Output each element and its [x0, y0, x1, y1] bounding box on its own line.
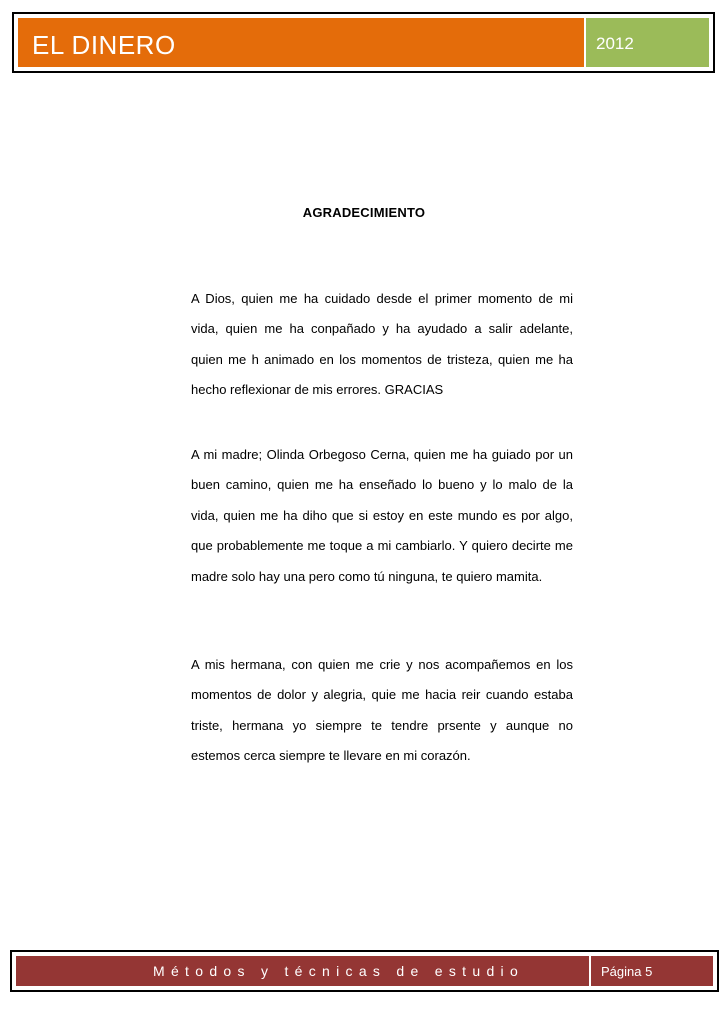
header-title-cell [18, 18, 586, 67]
paragraph-hermana: A mis hermana, con quien me crie y nos acompañemos en los momentos de dolor y alegria, quie me hacia reir cuando estaba triste, hermana yo siempre te tendre prsente y aunque no estemos cerca siempre te llevare en mi corazón. [191, 657, 573, 764]
footer-subject: Métodos y técnicas de estudio [153, 963, 525, 979]
header-year: 2012 [596, 34, 634, 53]
paragraph-madre: A mi madre; Olinda Orbegoso Cerna, quien me ha guiado por un buen camino, quien me ha enseñado lo bueno y lo malo de la vida, quien me ha diho que si estoy en este mundo es por algo, que probablemente me toque a mi cambiarlo. Y quiero decirte me madre solo hay una pero como tú ninguna, te quiero mamita. [191, 447, 573, 584]
page-number: Página 5 [601, 963, 653, 979]
header-title: EL DINERO [32, 30, 176, 60]
footer-subject-cell [16, 956, 591, 986]
paragraph-dios: A Dios, quien me ha cuidado desde el primer momento de mi vida, quien me ha conpañado y ha ayudado a salir adelante, quien me h animado en los momentos de tristeza, quien me ha hecho reflexionar de mis errores. GRACIAS [191, 291, 573, 398]
page-header [12, 12, 715, 73]
document-title: AGRADECIMIENTO [302, 205, 426, 220]
header-year-cell [586, 18, 709, 67]
footer-page-cell [591, 956, 713, 986]
page-footer [10, 950, 719, 992]
